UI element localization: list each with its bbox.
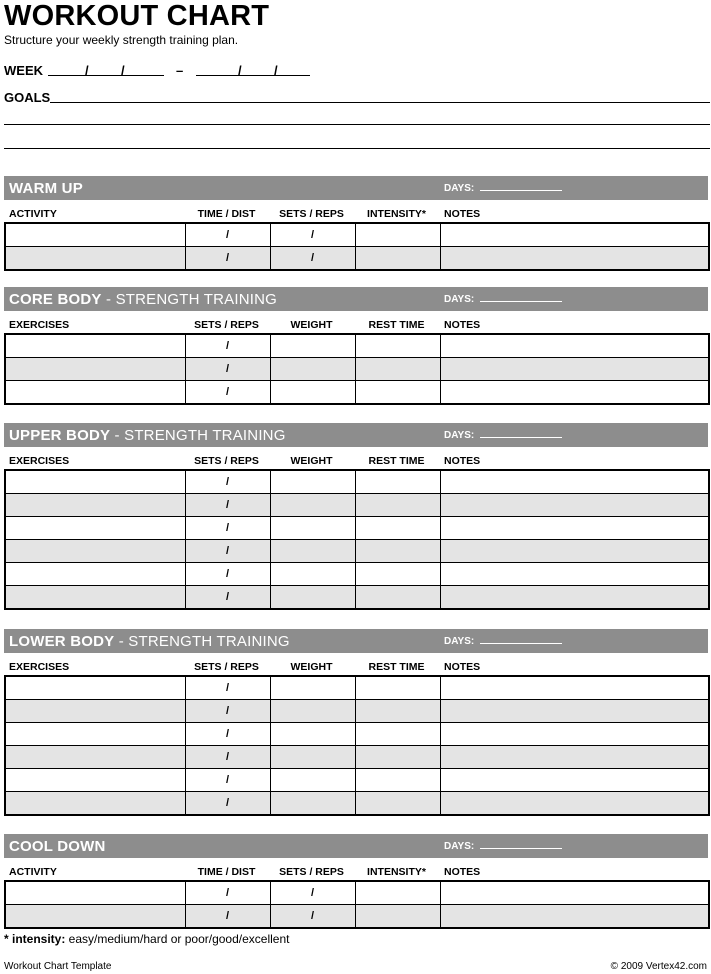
table-cell[interactable] bbox=[355, 381, 440, 405]
days-field[interactable] bbox=[480, 190, 562, 191]
days-label: DAYS: bbox=[444, 636, 475, 647]
footnote-text: easy/medium/hard or poor/good/excellent bbox=[65, 932, 290, 946]
week-start-slash-1: / bbox=[85, 63, 89, 78]
table-cell[interactable]: / bbox=[185, 470, 270, 494]
section-title bbox=[9, 633, 290, 650]
table-cell[interactable]: / bbox=[270, 223, 355, 247]
week-end-slash-1: / bbox=[238, 63, 242, 78]
goals-line-1[interactable] bbox=[50, 90, 710, 103]
table-cell[interactable]: / bbox=[185, 746, 270, 769]
table-cell[interactable] bbox=[5, 769, 185, 792]
column-headers bbox=[4, 653, 708, 675]
table-cell[interactable]: / bbox=[270, 881, 355, 905]
table-cell[interactable] bbox=[440, 540, 709, 563]
table-cell[interactable] bbox=[5, 700, 185, 723]
days-label: DAYS: bbox=[444, 430, 475, 441]
table-cell[interactable] bbox=[355, 563, 440, 586]
week-row bbox=[4, 63, 704, 79]
table-cell[interactable] bbox=[270, 586, 355, 610]
section-header bbox=[4, 834, 708, 858]
table-cell[interactable] bbox=[440, 723, 709, 746]
column-header: EXERCISES bbox=[9, 455, 70, 467]
table-cell[interactable]: / bbox=[185, 769, 270, 792]
column-header: REST TIME bbox=[368, 455, 425, 467]
column-header: ACTIVITY bbox=[9, 208, 57, 220]
column-header: REST TIME bbox=[368, 319, 425, 331]
table-cell[interactable] bbox=[5, 381, 185, 405]
section-header bbox=[4, 423, 708, 447]
column-headers bbox=[4, 200, 708, 222]
table-cell[interactable] bbox=[270, 700, 355, 723]
table-cell[interactable] bbox=[440, 494, 709, 517]
table-row bbox=[5, 881, 709, 905]
table-row bbox=[5, 769, 709, 792]
table-cell[interactable] bbox=[440, 881, 709, 905]
entry-table bbox=[4, 469, 710, 610]
footer-copyright: © 2009 Vertex42.com bbox=[610, 961, 707, 972]
table-row bbox=[5, 494, 709, 517]
column-header: WEIGHT bbox=[290, 455, 333, 467]
section-title-bold: LOWER BODY bbox=[9, 633, 115, 650]
footer-template-name: Workout Chart Template bbox=[4, 961, 112, 972]
table-cell[interactable] bbox=[355, 746, 440, 769]
intensity-footnote bbox=[4, 932, 289, 946]
table-row bbox=[5, 792, 709, 816]
table-cell[interactable] bbox=[5, 881, 185, 905]
column-header: WEIGHT bbox=[290, 319, 333, 331]
column-header: SETS / REPS bbox=[194, 319, 259, 331]
days-field[interactable] bbox=[480, 301, 562, 302]
week-end-field[interactable] bbox=[196, 63, 310, 76]
table-cell[interactable] bbox=[5, 334, 185, 358]
table-cell[interactable] bbox=[355, 905, 440, 929]
days-field[interactable] bbox=[480, 643, 562, 644]
core-body-section bbox=[4, 287, 708, 405]
section-title-bold: COOL DOWN bbox=[9, 838, 106, 855]
goals-line-3[interactable] bbox=[4, 136, 710, 149]
days-label: DAYS: bbox=[444, 294, 475, 305]
table-cell[interactable] bbox=[5, 563, 185, 586]
cooldown-section bbox=[4, 834, 708, 929]
table-cell[interactable] bbox=[355, 540, 440, 563]
table-cell[interactable] bbox=[440, 247, 709, 271]
section-title-thin: - STRENGTH TRAINING bbox=[114, 633, 290, 650]
column-header: INTENSITY* bbox=[367, 866, 426, 878]
table-row bbox=[5, 358, 709, 381]
column-header: REST TIME bbox=[368, 661, 425, 673]
table-cell[interactable]: / bbox=[185, 563, 270, 586]
column-header: NOTES bbox=[444, 455, 481, 467]
week-dash: – bbox=[176, 63, 184, 78]
column-header: EXERCISES bbox=[9, 661, 70, 673]
table-cell[interactable] bbox=[270, 563, 355, 586]
table-row bbox=[5, 586, 709, 610]
table-cell[interactable] bbox=[440, 223, 709, 247]
days-label: DAYS: bbox=[444, 183, 475, 194]
page-title: WORKOUT CHART bbox=[4, 0, 270, 32]
table-cell[interactable]: / bbox=[185, 723, 270, 746]
column-header: WEIGHT bbox=[290, 661, 333, 673]
table-row bbox=[5, 334, 709, 358]
table-cell[interactable] bbox=[5, 792, 185, 816]
table-cell[interactable] bbox=[440, 334, 709, 358]
column-header: SETS / REPS bbox=[279, 866, 344, 878]
column-header: SETS / REPS bbox=[194, 661, 259, 673]
column-header: INTENSITY* bbox=[367, 208, 426, 220]
week-label: WEEK bbox=[4, 63, 43, 78]
table-cell[interactable]: / bbox=[185, 881, 270, 905]
table-cell[interactable] bbox=[5, 905, 185, 929]
table-cell[interactable] bbox=[440, 792, 709, 816]
table-cell[interactable] bbox=[5, 676, 185, 700]
week-start-field[interactable] bbox=[48, 63, 164, 76]
column-headers bbox=[4, 858, 708, 880]
table-cell[interactable] bbox=[270, 334, 355, 358]
table-cell[interactable] bbox=[270, 470, 355, 494]
table-cell[interactable] bbox=[440, 381, 709, 405]
table-cell[interactable] bbox=[355, 700, 440, 723]
section-title-bold: WARM UP bbox=[9, 180, 83, 197]
table-cell[interactable]: / bbox=[185, 223, 270, 247]
section-title bbox=[9, 180, 83, 197]
table-row bbox=[5, 723, 709, 746]
entry-table bbox=[4, 880, 710, 929]
column-headers bbox=[4, 311, 708, 333]
table-row bbox=[5, 905, 709, 929]
table-cell[interactable] bbox=[440, 517, 709, 540]
table-cell[interactable] bbox=[440, 586, 709, 610]
table-cell[interactable] bbox=[355, 470, 440, 494]
footnote-label: * intensity: bbox=[4, 932, 66, 946]
entry-table bbox=[4, 222, 710, 271]
table-cell[interactable]: / bbox=[185, 540, 270, 563]
column-header: EXERCISES bbox=[9, 319, 70, 331]
goals-label: GOALS bbox=[4, 90, 51, 105]
table-row bbox=[5, 381, 709, 405]
column-header: SETS / REPS bbox=[194, 455, 259, 467]
entry-table bbox=[4, 675, 710, 816]
page-subtitle: Structure your weekly strength training plan. bbox=[4, 33, 239, 47]
table-cell[interactable] bbox=[355, 792, 440, 816]
table-cell[interactable] bbox=[270, 723, 355, 746]
table-cell[interactable] bbox=[270, 769, 355, 792]
section-title-bold: UPPER BODY bbox=[9, 427, 111, 444]
table-cell[interactable] bbox=[270, 381, 355, 405]
section-title bbox=[9, 427, 286, 444]
week-start-slash-2: / bbox=[121, 63, 125, 78]
column-header: TIME / DIST bbox=[197, 866, 256, 878]
section-title bbox=[9, 838, 106, 855]
goals-line-2[interactable] bbox=[4, 112, 710, 125]
table-cell[interactable] bbox=[5, 358, 185, 381]
table-cell[interactable]: / bbox=[185, 700, 270, 723]
table-cell[interactable]: / bbox=[185, 381, 270, 405]
table-cell[interactable] bbox=[440, 470, 709, 494]
table-cell[interactable] bbox=[5, 223, 185, 247]
table-cell[interactable]: / bbox=[185, 358, 270, 381]
table-cell[interactable]: / bbox=[185, 905, 270, 929]
table-row bbox=[5, 563, 709, 586]
section-header bbox=[4, 629, 708, 653]
section-header bbox=[4, 176, 708, 200]
table-cell[interactable]: / bbox=[185, 494, 270, 517]
table-cell[interactable]: / bbox=[185, 676, 270, 700]
table-cell[interactable] bbox=[355, 586, 440, 610]
table-cell[interactable] bbox=[270, 517, 355, 540]
section-title-thin: - STRENGTH TRAINING bbox=[101, 291, 278, 308]
column-header: TIME / DIST bbox=[197, 208, 256, 220]
table-cell[interactable] bbox=[440, 746, 709, 769]
table-cell[interactable] bbox=[355, 676, 440, 700]
column-header: SETS / REPS bbox=[279, 208, 344, 220]
column-header: NOTES bbox=[444, 319, 481, 331]
table-cell[interactable] bbox=[355, 223, 440, 247]
table-cell[interactable]: / bbox=[185, 517, 270, 540]
table-cell[interactable]: / bbox=[270, 905, 355, 929]
table-row bbox=[5, 540, 709, 563]
table-cell[interactable] bbox=[355, 723, 440, 746]
table-row bbox=[5, 676, 709, 700]
table-cell[interactable] bbox=[355, 769, 440, 792]
table-cell[interactable] bbox=[355, 358, 440, 381]
table-cell[interactable]: / bbox=[270, 247, 355, 271]
table-row bbox=[5, 223, 709, 247]
column-header: ACTIVITY bbox=[9, 866, 57, 878]
table-cell[interactable] bbox=[355, 494, 440, 517]
days-field[interactable] bbox=[480, 437, 562, 438]
section-title-thin: - STRENGTH TRAINING bbox=[110, 427, 286, 444]
table-cell[interactable] bbox=[440, 700, 709, 723]
table-row bbox=[5, 746, 709, 769]
table-cell[interactable] bbox=[440, 676, 709, 700]
table-cell[interactable] bbox=[355, 334, 440, 358]
table-cell[interactable] bbox=[355, 517, 440, 540]
column-header: NOTES bbox=[444, 866, 481, 878]
table-cell[interactable] bbox=[355, 247, 440, 271]
table-cell[interactable] bbox=[5, 470, 185, 494]
table-cell[interactable] bbox=[355, 881, 440, 905]
column-headers bbox=[4, 447, 708, 469]
section-title bbox=[9, 291, 277, 308]
table-row bbox=[5, 517, 709, 540]
table-row bbox=[5, 247, 709, 271]
warmup-section bbox=[4, 176, 708, 271]
table-cell[interactable] bbox=[5, 586, 185, 610]
entry-table bbox=[4, 333, 710, 405]
table-cell[interactable] bbox=[270, 358, 355, 381]
week-end-slash-2: / bbox=[274, 63, 278, 78]
table-cell[interactable] bbox=[270, 494, 355, 517]
lower-body-section bbox=[4, 629, 708, 816]
table-cell[interactable] bbox=[270, 540, 355, 563]
table-cell[interactable] bbox=[440, 358, 709, 381]
section-title-bold: CORE BODY bbox=[9, 291, 102, 308]
table-cell[interactable] bbox=[440, 563, 709, 586]
column-header: NOTES bbox=[444, 661, 481, 673]
table-cell[interactable] bbox=[440, 769, 709, 792]
table-cell[interactable] bbox=[5, 517, 185, 540]
table-row bbox=[5, 700, 709, 723]
table-cell[interactable]: / bbox=[185, 247, 270, 271]
table-cell[interactable] bbox=[5, 746, 185, 769]
table-cell[interactable] bbox=[270, 792, 355, 816]
section-header bbox=[4, 287, 708, 311]
days-field[interactable] bbox=[480, 848, 562, 849]
table-cell[interactable] bbox=[5, 540, 185, 563]
table-cell[interactable] bbox=[5, 723, 185, 746]
table-cell[interactable] bbox=[270, 676, 355, 700]
table-cell[interactable]: / bbox=[185, 586, 270, 610]
table-cell[interactable] bbox=[5, 247, 185, 271]
table-row bbox=[5, 470, 709, 494]
column-header: NOTES bbox=[444, 208, 481, 220]
table-cell[interactable] bbox=[5, 494, 185, 517]
days-label: DAYS: bbox=[444, 841, 475, 852]
table-cell[interactable] bbox=[440, 905, 709, 929]
table-cell[interactable]: / bbox=[185, 334, 270, 358]
upper-body-section bbox=[4, 423, 708, 610]
table-cell[interactable] bbox=[270, 746, 355, 769]
table-cell[interactable]: / bbox=[185, 792, 270, 816]
